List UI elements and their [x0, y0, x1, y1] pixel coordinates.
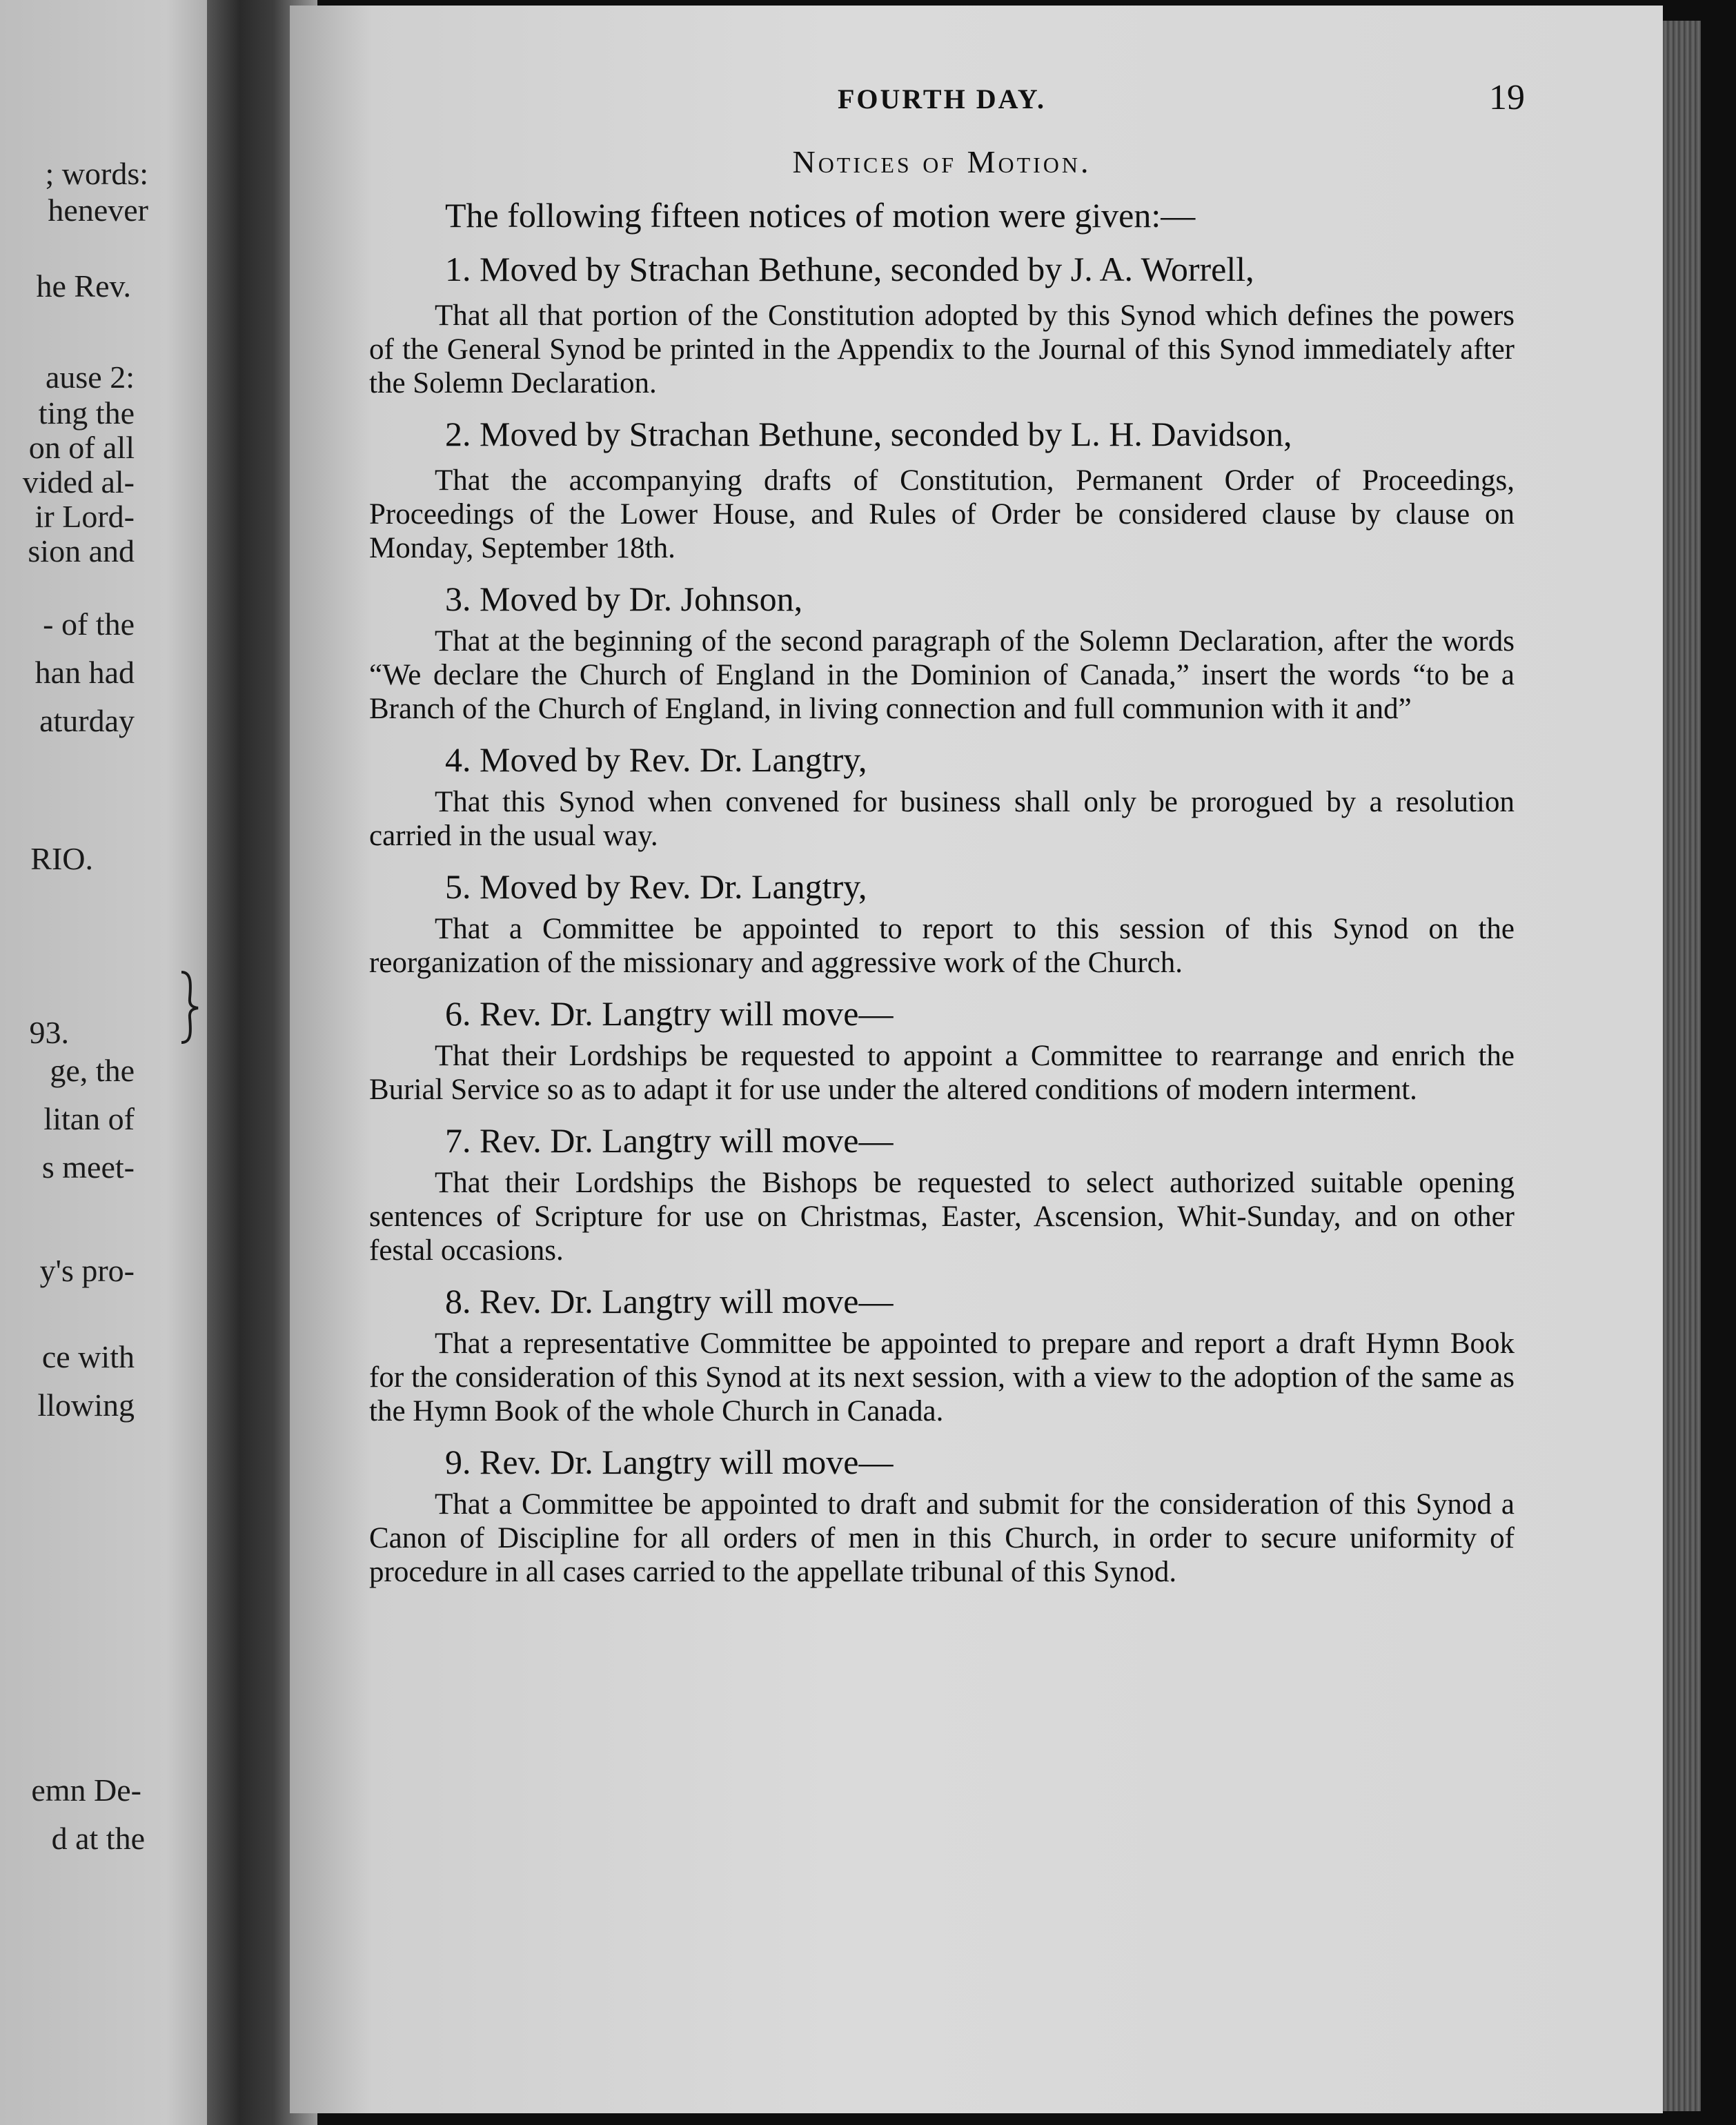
motion-item	[369, 577, 1515, 726]
facing-page-line: on of all	[28, 430, 135, 465]
motion-heading: 4. Moved by Rev. Dr. Langtry,	[445, 740, 867, 779]
facing-page-line: ause 2:	[45, 359, 135, 395]
intro-line: The following fifteen notices of motion were given:—	[445, 196, 1196, 235]
motion-text: That a Committee be appointed to report to this session of this Synod on the reorganization of the missionary and aggressive work of the Church.	[369, 913, 1515, 979]
facing-page-line: emn De-	[31, 1772, 141, 1808]
running-head	[369, 78, 1525, 138]
motion-text: That the accompanying drafts of Constitution, Permanent Order of Proceedings, Proceedings of the Lower House, and Rules of Order be considered clause by clause on Monday, September 18th.	[369, 464, 1515, 564]
motion-text: That this Synod when convened for business shall only be prorogued by a resolution carried in the usual way.	[369, 786, 1515, 852]
motion-text: That at the beginning of the second paragraph of the Solemn Declaration, after the words “We declare the Church of England in the Dominion of Canada,” insert the words “to be a Branch of the Church of England, in living connection and full communion with it and”	[369, 625, 1515, 725]
motion-item	[369, 992, 1515, 1107]
motion-item	[369, 1441, 1515, 1589]
motion-text: That a Committee be appointed to draft and submit for the consideration of this Synod a Canon of Discipline for all orders of men in this Church, in order to secure uniformity of procedure in all cases carried to the appellate tribunal of this Synod.	[369, 1488, 1515, 1588]
facing-page-line: he Rev.	[36, 268, 131, 304]
facing-page-line: - of the	[43, 606, 135, 642]
page-edge	[1663, 21, 1701, 2111]
facing-page-line: ir Lord-	[34, 499, 135, 534]
motion-heading: 7. Rev. Dr. Langtry will move—	[445, 1121, 894, 1160]
facing-page-line: sion and	[28, 533, 135, 569]
motion-text: That a representative Committee be appointed to prepare and report a draft Hymn Book for the consideration of this Synod at its next session, with a view to the adoption of the same as the Hymn Book of the whole Church in Canada.	[369, 1327, 1515, 1427]
motion-item	[369, 738, 1515, 853]
facing-page-line: aturday	[39, 703, 135, 738]
motion-text: That their Lordships be requested to appoint a Committee to rearrange and enrich the Burial Service so as to adapt it for use under the altered conditions of modern interment.	[369, 1040, 1515, 1106]
facing-page	[0, 0, 238, 2125]
facing-page-line: s meet-	[41, 1149, 135, 1185]
motion-heading: 3. Moved by Dr. Johnson,	[445, 580, 803, 618]
motion-heading: 2. Moved by Strachan Bethune, seconded by L. H. Davidson,	[445, 415, 1292, 453]
facing-page-line: han had	[34, 655, 135, 690]
facing-page-line: henever	[48, 192, 148, 228]
facing-page-line: llowing	[37, 1387, 135, 1423]
motion-heading: 6. Rev. Dr. Langtry will move—	[445, 994, 894, 1033]
motion-item	[369, 248, 1515, 400]
facing-page-line: d at the	[51, 1821, 145, 1856]
page-content	[369, 78, 1525, 1589]
motion-heading: 5. Moved by Rev. Dr. Langtry,	[445, 867, 867, 906]
facing-page-line: ting the	[38, 395, 135, 431]
facing-page-line: vided al-	[22, 464, 135, 500]
motion-item	[369, 865, 1515, 980]
facing-page-line: y's pro-	[39, 1253, 135, 1288]
motion-text: That all that portion of the Constitution adopted by this Synod which defines the powers of the General Synod be printed in the Appendix to the Journal of this Synod immediately after the Solemn Declaration.	[369, 299, 1515, 399]
facing-page-line: ge, the	[50, 1053, 135, 1088]
motion-heading: 9. Rev. Dr. Langtry will move—	[445, 1443, 894, 1481]
facing-page-line: ; words:	[45, 156, 148, 191]
brace-icon	[176, 969, 204, 1045]
motion-item	[369, 1119, 1515, 1267]
motion-heading: 8. Rev. Dr. Langtry will move—	[445, 1282, 894, 1321]
section-title: Notices of Motion.	[792, 144, 1092, 179]
facing-page-line: 93.	[29, 1015, 69, 1050]
motion-item	[369, 1280, 1515, 1428]
facing-page-line: litan of	[43, 1101, 135, 1136]
running-title: FOURTH DAY.	[837, 83, 1047, 115]
motion-heading: 1. Moved by Strachan Bethune, seconded by J. A. Worrell,	[445, 250, 1254, 288]
page-number: 19	[1489, 78, 1525, 117]
facing-page-line: RIO.	[30, 841, 93, 876]
motion-item	[369, 413, 1515, 565]
motion-text: That their Lordships the Bishops be requested to select authorized suitable opening sentences of Scripture for use on Christmas, Easter, Ascension, Whit-Sunday, and on other festal occasions.	[369, 1167, 1515, 1267]
facing-page-line: ce with	[41, 1339, 135, 1374]
